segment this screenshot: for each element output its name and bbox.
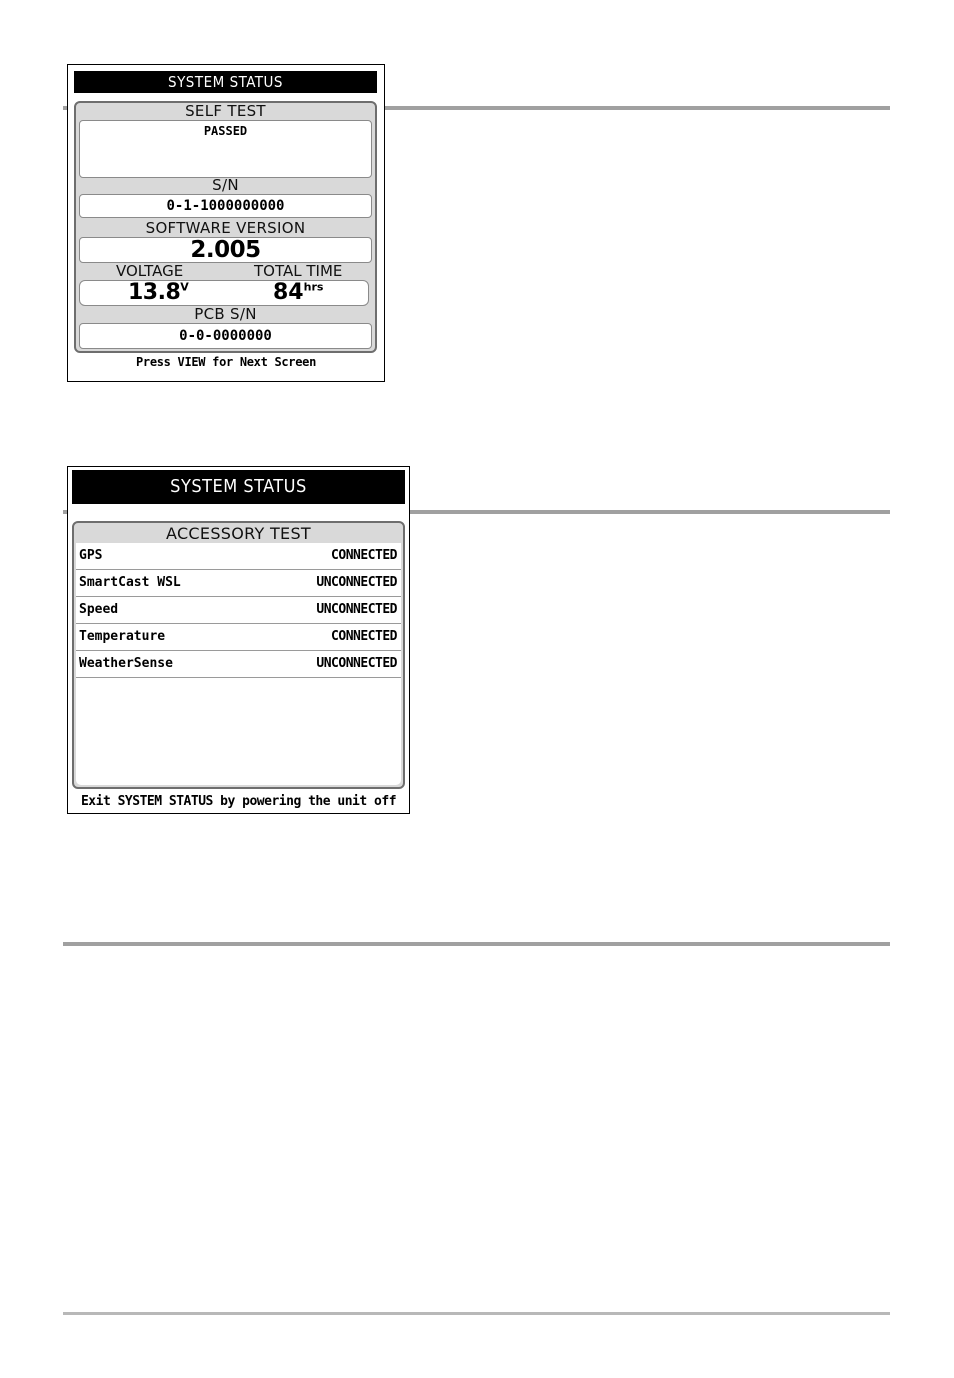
pcb-serial-value: 0-0-0000000 bbox=[179, 328, 272, 344]
accessory-status: UNCONNECTED bbox=[316, 602, 397, 617]
pcb-serial-header: PCB S/N bbox=[194, 305, 257, 323]
screen-title: SYSTEM STATUS bbox=[72, 470, 405, 504]
accessory-row-weathersense bbox=[76, 651, 401, 678]
system-status-screen-2 bbox=[67, 466, 410, 814]
accessory-name: Temperature bbox=[79, 629, 166, 644]
total-time-header: TOTAL TIME bbox=[254, 262, 343, 280]
software-version-box bbox=[79, 237, 372, 263]
accessory-name: Speed bbox=[79, 602, 119, 617]
accessory-row-temperature bbox=[76, 624, 401, 651]
voltage-value: 13.8 bbox=[128, 280, 181, 305]
self-test-header: SELF TEST bbox=[185, 102, 266, 120]
accessory-name: GPS bbox=[79, 548, 103, 563]
accessory-status: CONNECTED bbox=[331, 548, 397, 563]
status-panel bbox=[74, 101, 377, 353]
software-version-header: SOFTWARE VERSION bbox=[145, 219, 306, 237]
serial-number-value: 0-1-1000000000 bbox=[166, 198, 285, 214]
accessory-status: UNCONNECTED bbox=[316, 656, 397, 671]
screen1-footer: Press VIEW for Next Screen bbox=[135, 355, 317, 369]
serial-number-header: S/N bbox=[212, 176, 239, 194]
screen-title: SYSTEM STATUS bbox=[74, 71, 377, 93]
accessory-row-smartcast-wsl bbox=[76, 570, 401, 597]
accessory-row-gps bbox=[76, 543, 401, 570]
software-version-value: 2.005 bbox=[190, 237, 261, 263]
separator-rule-4 bbox=[63, 1312, 890, 1315]
accessory-name: SmartCast WSL bbox=[79, 575, 181, 590]
accessory-name: WeatherSense bbox=[79, 656, 173, 671]
accessory-panel bbox=[72, 521, 405, 789]
accessory-row-speed bbox=[76, 597, 401, 624]
self-test-result: PASSED bbox=[203, 124, 248, 138]
total-time-value: 84 bbox=[273, 280, 304, 305]
pcb-serial-box bbox=[79, 323, 372, 349]
voltage-time-box bbox=[79, 280, 369, 306]
total-time-unit: hrs bbox=[303, 280, 324, 294]
screen2-footer: Exit SYSTEM STATUS by powering the unit off bbox=[80, 794, 397, 809]
voltage-unit: V bbox=[180, 280, 189, 294]
accessory-status: UNCONNECTED bbox=[316, 575, 397, 590]
system-status-screen-1 bbox=[67, 64, 385, 382]
voltage-readout bbox=[128, 280, 188, 305]
separator-rule-3 bbox=[63, 942, 890, 946]
voltage-header: VOLTAGE bbox=[116, 262, 184, 280]
accessory-status: CONNECTED bbox=[331, 629, 397, 644]
accessory-test-header: ACCESSORY TEST bbox=[166, 524, 311, 543]
self-test-box bbox=[79, 120, 372, 178]
separator-rule-1 bbox=[384, 106, 890, 110]
accessory-list bbox=[76, 543, 401, 785]
separator-rule-2 bbox=[409, 510, 890, 514]
total-time-readout bbox=[273, 280, 323, 305]
serial-number-box bbox=[79, 194, 372, 218]
